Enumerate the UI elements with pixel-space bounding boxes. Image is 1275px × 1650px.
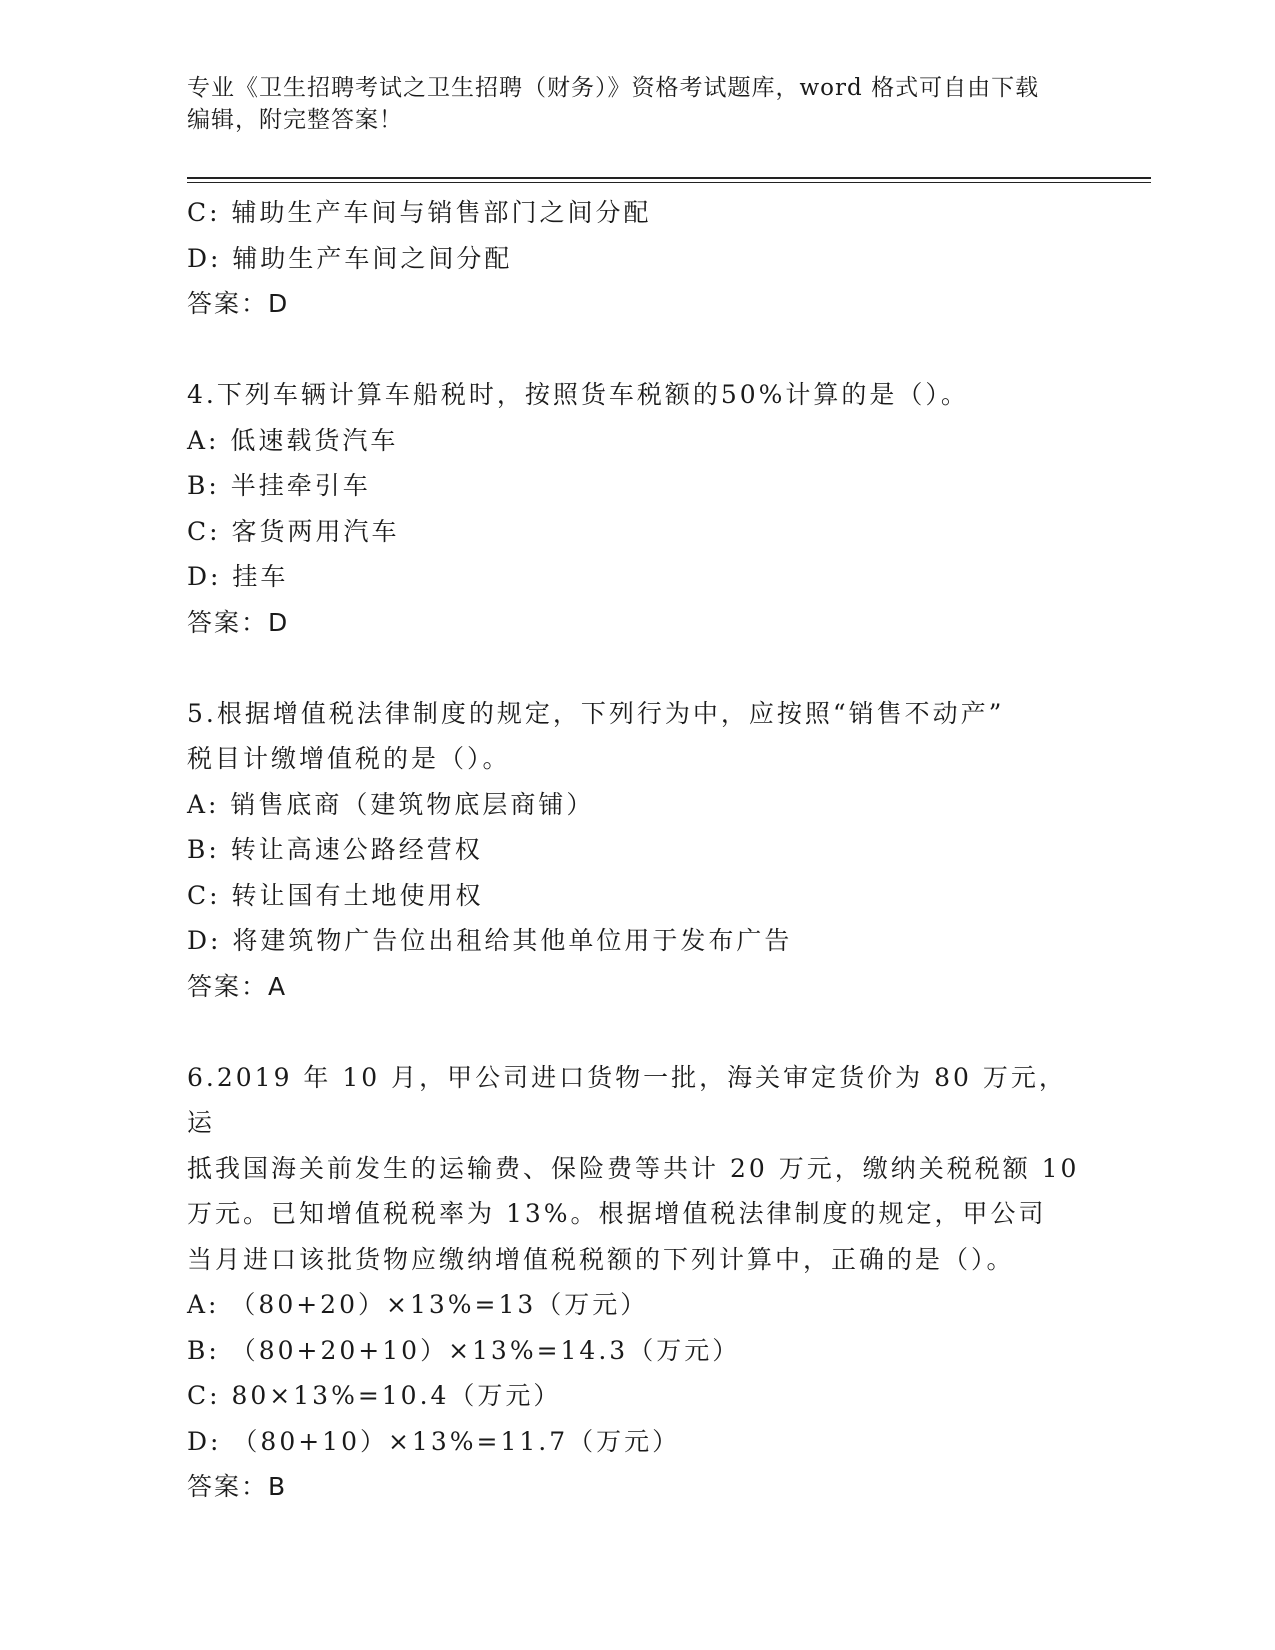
option-a: A: 低速载货汽车 [187,425,399,455]
question-stem-line-3: 万元。已知增值税税率为 13%。根据增值税法律制度的规定，甲公司 [187,1199,1047,1228]
option-c: C: 辅助生产车间与销售部门之间分配 [187,198,652,227]
option-d: D: （80+10）×13%=11.7（万元） [187,1426,681,1456]
question-5 [187,691,1087,1010]
header-line-1: 专业《卫生招聘考试之卫生招聘（财务）》资格考试题库，word 格式可自由下载 [187,75,1040,101]
answer-label: 答案：D [187,289,290,318]
answer-label: 答案：A [187,971,288,1001]
question-stem-line-1: 6.2019 年 10 月，甲公司进口货物一批，海关审定货价为 80 万元，运 [187,1062,1067,1137]
question-stem-line-4: 当月进口该批货物应缴纳增值税税额的下列计算中，正确的是（）。 [187,1244,1015,1274]
option-a: A: 销售底商（建筑物底层商铺） [187,789,595,819]
option-b: B: （80+20+10）×13%=14.3（万元） [187,1335,741,1365]
option-a: A: （80+20）×13%=13（万元） [187,1290,649,1319]
question-stem-line-2: 税目计缴增值税的是（）。 [187,744,511,773]
option-c: C: 80×13%=10.4（万元） [187,1381,562,1410]
option-c: C: 客货两用汽车 [187,516,400,546]
question-4 [187,372,1087,645]
spacer [187,327,1087,373]
question-stem: 4.下列车辆计算车船税时，按照货车税额的50%计算的是（）。 [187,380,969,409]
question-stem-line-1: 5.根据增值税法律制度的规定，下列行为中，应按照“销售不动产” [187,698,1005,728]
option-d: D: 挂车 [187,562,289,591]
question-list [187,190,1087,1510]
option-d: D: 辅助生产车间之间分配 [187,243,513,273]
spacer [187,1009,1087,1055]
header-divider [187,177,1151,183]
spacer [187,645,1087,691]
option-b: B: 转让高速公路经营权 [187,835,483,864]
answer-label: 答案：D [187,607,290,637]
option-d: D: 将建筑物广告位出租给其他单位用于发布广告 [187,926,793,955]
option-c: C: 转让国有土地使用权 [187,880,484,910]
header-line-2: 编辑，附完整答案！ [187,107,403,133]
question-3-continued [187,190,1087,327]
answer-label: 答案：B [187,1472,288,1501]
question-stem-line-2: 抵我国海关前发生的运输费、保险费等共计 20 万元，缴纳关税税额 10 [187,1153,1080,1183]
option-b: B: 半挂牵引车 [187,471,371,500]
page-header [187,72,1087,136]
question-6 [187,1055,1087,1510]
